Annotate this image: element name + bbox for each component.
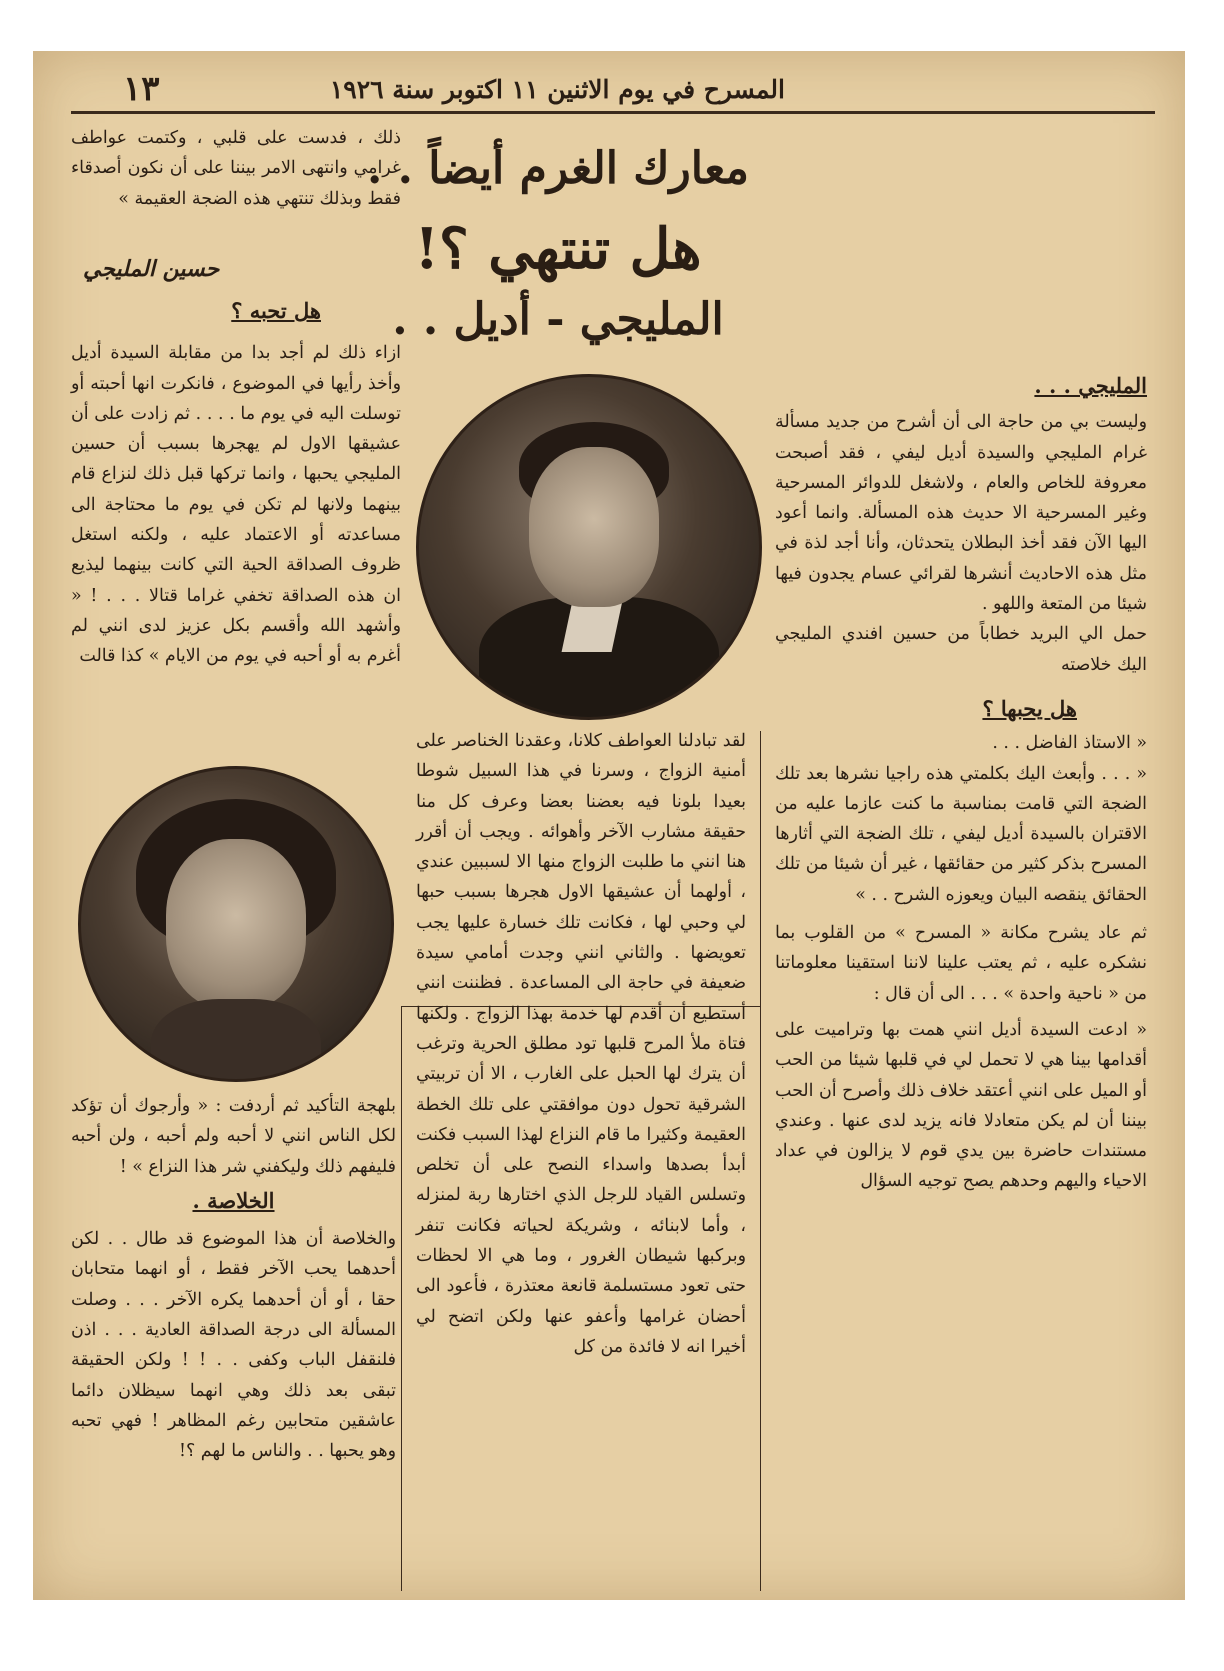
headline-line-1: معارك الغرم أيضاً . . <box>366 143 750 194</box>
column-left-top <box>71 123 401 214</box>
adele-continuation: بلهجة التأكيد ثم أردفت : « وأرجوك أن تؤكد لكل الناس انني لا أحبه ولم أحبه ، ولن أحبه فليفهم ذلك وليكفني شر هذا النزاع » ! <box>71 1096 396 1177</box>
headline-line-3: المليجي - أديل . . <box>392 294 724 345</box>
conclusion-title: الخلاصة . <box>192 1187 275 1213</box>
continuation-paragraph: ثم عاد يشرح مكانة « المسرح » من القلوب بما نشكره عليه ، ثم يعتب علينا لاننا استقينا معلوماتنا من « ناحية واحدة » . . . الى أن قال : <box>775 923 1147 1004</box>
column-left-bottom <box>71 1091 396 1467</box>
signature: حسين المليجي <box>83 256 220 282</box>
page-number: ١٣ <box>123 69 160 109</box>
portrait-photo-man <box>416 374 762 720</box>
column-middle <box>416 726 746 1362</box>
section-title-meleigi: المليجي . . . <box>1034 373 1147 398</box>
letter-paragraph: « . . . وأبعث اليك بكلمتي هذه راجيا نشرها بعد تلك الضجة التي قامت بمناسبة ما كنت عازما عليه من الاقتران بالسيدة أديل ليفي ، تلك الضجة التي أثارها المسرح بذكر كثير من حقائقها ، غير أن شيئا من تلك الحقائق ينقصه البيان ويعوزه الشرح . . » <box>775 763 1147 905</box>
middle-paragraph: لقد تبادلنا العواطف كلانا، وعقدنا الخناصر على أمنية الزواج ، وسرنا في هذا السبيل شوطا بعيدا بلونا فيه بعضنا بعضا وعرف كل منا حقيقة مشارب الآخر وأهوائه . ويجب أن أقرر هنا انني ما طلبت الزواج منها الا لسببين عندي ، أولهما أن عشيقها الاول هجرها بسبب حبها لي وحبي لها ، فكانت تلك خسارة عليها يجب تعويضها . والثاني انني وجدت أمامي سيدة ضعيفة في حاجة الى المساعدة . فظننت انني أستطيع أن أقدم لها خدمة بهذا الزواج . ولكنها فتاة ملأ المرح قلبها تود مطلق الحرية وترغب أن يترك لها الحبل على الغارب ، الا أن تربيتي الشرقية تحول دون موافقتي على تلك الخطة العقيمة وكثيرا ما قام النزاع لهذا السبب فكنت أبدأ بصدها واسداء النصح على أن تخلص وتسلس القياد للرجل الذي اختارها ربة لمنزله ، وأما لابنائه ، وشريكة لحياته فكانت تنفر وبركبها شيطان الغرور ، وما هي الا لحظات حتى تعود مستسلمة قانعة معتذرة ، فأعود الى أحضان غرامها وأعفو عنها ولكن اتضح لي أخيرا انه لا فائدة من كل <box>416 731 746 1357</box>
letter-ending: ذلك ، فدست على قلبي ، وكتمت عواطف غرامي وانتهى الامر بيننا على أن نكون أصدقاء فقط وبذلك تنتهي هذه الضجة العقيمة » <box>71 128 401 209</box>
mail-paragraph: حمل الي البريد خطاباً من حسين افندي المليجي اليك خلاصته <box>775 624 1147 675</box>
page-header <box>71 63 1155 114</box>
intro-paragraph: وليست بي من حاجة الى أن أشرح من جديد مسألة غرام المليجي والسيدة أديل ليفي ، فقد أصبحت معروفة للخاص والعام ، ولاشغل للدوائر المسرحية وغير المسرحية الا حديث هذه المسألة. وانما أعود اليها الآن فقد أخذ البطلان يتحدثان، وأنا أجد لذة في مثل هذه الاحاديث أنشرها لقرائي عسام يجدون فيها شيئا من المتعة واللهو . <box>775 412 1147 615</box>
portrait-photo-woman <box>78 766 394 1082</box>
newspaper-page <box>33 51 1185 1600</box>
headline-line-2: هل تنتهي ؟! <box>414 216 702 282</box>
conclusion-paragraph: والخلاصة أن هذا الموضوع قد طال . . لكن أحدهما يحب الآخر فقط ، أو انهما متحابان حقا ، أو أن أحدهما يكره الآخر . . . وصلت المسألة الى درجة الصداقة العادية . . . اذن فلنقفل الباب وكفى . . ! ! ولكن الحقيقة تبقى بعد ذلك وهي انهما سيظلان دائما عاشقين متحابين رغم المظاهر ! فهي تحبه وهو يحبها . . والناس ما لهم ؟! <box>71 1229 396 1462</box>
column-left-middle <box>71 296 401 672</box>
column-rule-right <box>760 731 761 1591</box>
subhead-does-he-love-her: هل يحبها ؟ <box>982 695 1077 721</box>
column-right <box>775 371 1147 1197</box>
running-head: المسرح في يوم الاثنين ١١ اكتوبر سنة ١٩٢٦ <box>329 75 785 104</box>
quote-paragraph: « ادعت السيدة أديل انني همت بها وترامیت على أقدامها بينا هي لا تحمل لي في قلبها شيئا من الحب أو الميل على انني أعتقد خلاف ذلك وأصرح أن الحب بيننا أن لم يكن متعادلا فانه يزيد لدى عنها . وعندي مستندات حاضرة بين يدي قوم لا يزالون في عداد الاحياء واليهم وحدهم يصح توجيه السؤال <box>775 1019 1147 1192</box>
adele-paragraph: ازاء ذلك لم أجد بدا من مقابلة السيدة أديل وأخذ رأيها في الموضوع ، فانكرت انها أحبته أو توسلت اليه في يوم ما . . . . ثم زادت على أن عشيقها الاول لم يهجرها بسبب أن حسين المليجي يحبها ، وانما تركها قبل ذلك لنزاع قام بينهما ولانها لم تكن في يوم ما محتاجة الى مساعدته أو الاعتماد عليه ، ولكنه استغل ظروف الصداقة الحية التي كانت بينهما ليذيع ان هذه الصداقة تخفي غراما قتالا . . . ! « وأشهد الله وأقسم بكل عزيز لدى انني لم أغرم به أو أحبه في يوم من الايام » كذا قالت <box>71 343 401 667</box>
subhead-does-she-love-him: هل تحبه ؟ <box>231 298 321 323</box>
column-rule-left <box>401 1006 402 1591</box>
letter-salutation: « الاستاذ الفاضل . . . <box>992 733 1147 754</box>
